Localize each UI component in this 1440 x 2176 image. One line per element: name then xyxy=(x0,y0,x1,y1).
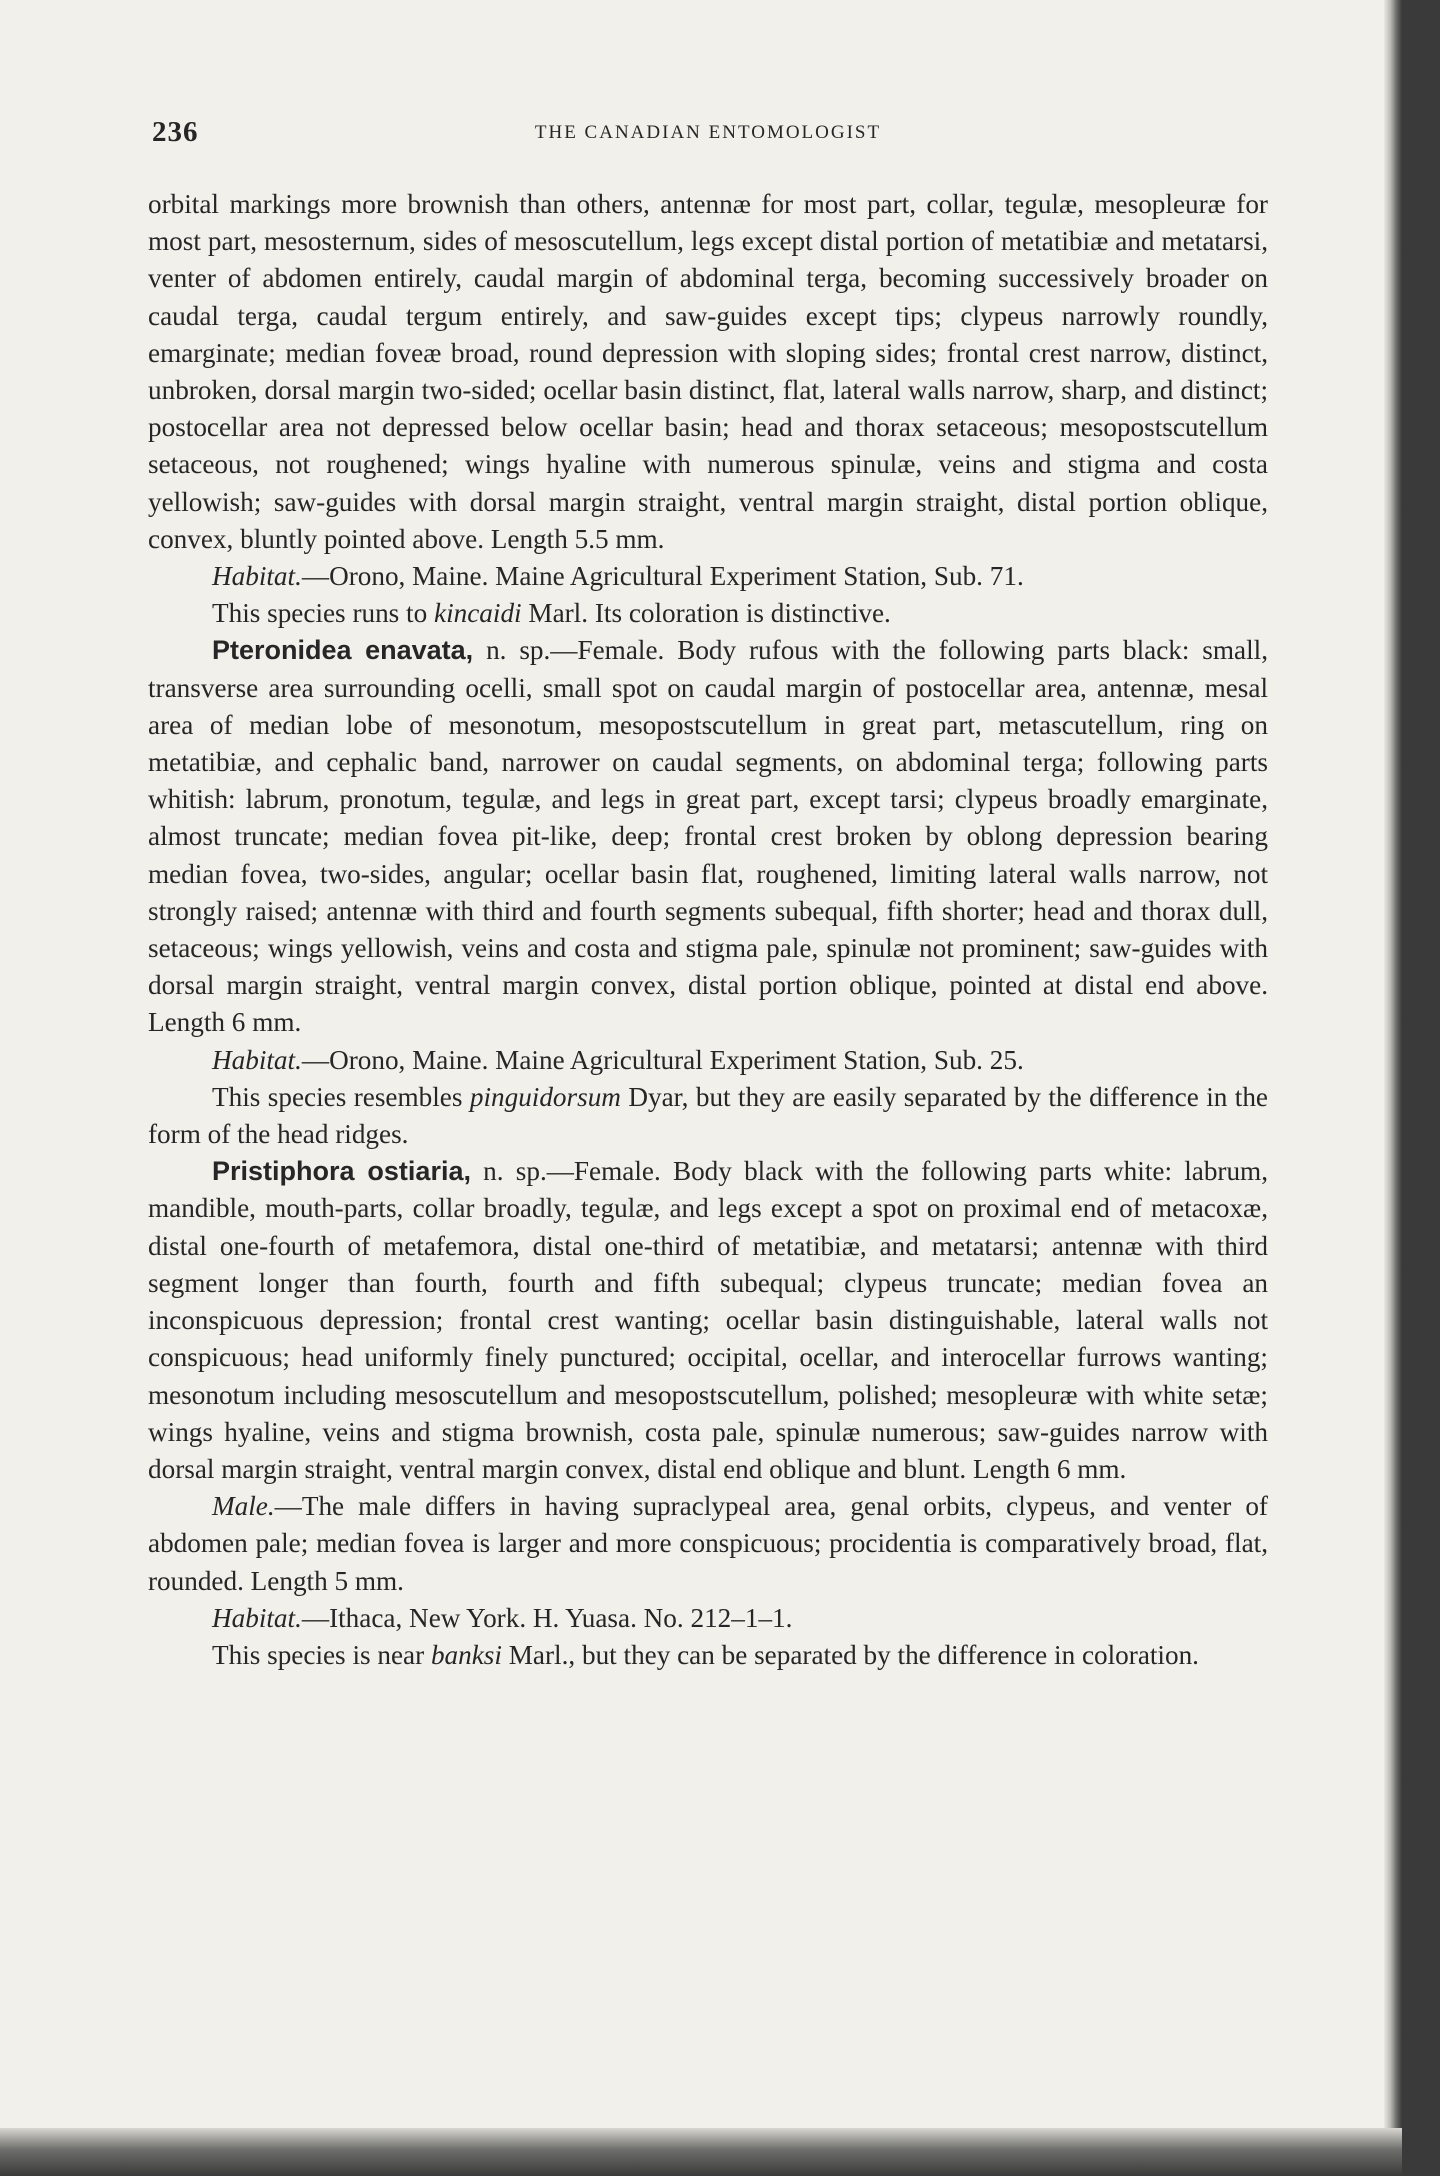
running-head: THE CANADIAN ENTOMOLOGIST xyxy=(534,122,882,143)
habitat-label: Habitat. xyxy=(212,561,302,592)
habitat-paragraph-2 xyxy=(148,1042,1268,1079)
species-name: Pristiphora ostiaria, xyxy=(212,1156,471,1187)
note-text: This species runs to xyxy=(212,598,435,629)
habitat-text: —Orono, Maine. Maine Agricultural Experiment Station, Sub. 71. xyxy=(301,561,1024,592)
habitat-label: Habitat. xyxy=(212,1044,302,1075)
page-number: 236 xyxy=(152,116,199,148)
species-description: Body rufous with the following parts black: small, transverse area surrounding ocelli, small spot on caudal margin of postocellar area, antennæ, mesal area of median lobe of mesonotum, mesopostscutellum in great part, metascutellum, ring on metatibiæ, and cephalic band, narrower on caudal segments, on abdominal terga; following parts whitish: labrum, pronotum, tegulæ, and legs in great part, except tarsi; clypeus broadly emarginate, almost truncate; median fovea pit-like, deep; frontal crest broken by oblong depression bearing median fovea, two-sides, angular; ocellar basin flat, roughened, limiting lateral walls narrow, not strongly raised; antennæ with third and fourth segments subequal, fifth shorter; head and thorax dull, setaceous; wings yellowish, veins and costa and stigma pale, spinulæ not prominent; saw-guides with dorsal margin straight, ventral margin convex, distal portion oblique, pointed at distal end above. Length 6 mm. xyxy=(148,635,1268,1038)
body-text xyxy=(148,186,1268,1674)
page-edge-shadow xyxy=(1384,0,1402,2176)
species-reference: kincaidi xyxy=(434,598,522,629)
habitat-paragraph-1 xyxy=(148,558,1268,595)
species-intro: n. sp.—Female. xyxy=(473,635,678,666)
species-description: Body black with the following parts white: labrum, mandible, mouth-parts, collar broadly, tegulæ, and legs except a spot on proximal end of metacoxæ, distal one-fourth of metafemora, distal one-third of metatibiæ, and metatarsi; antennæ with third segment longer than fourth, fourth and fifth subequal; clypeus truncate; median fovea an inconspicuous depression; frontal crest wanting; ocellar basin distinguishable, lateral walls not conspicuous; head uniformly finely punctured; occipital, ocellar, and interocellar furrows wanting; mesonotum including mesoscutellum and mesopostscutellum, polished; mesopleuræ with white setæ; wings hyaline, veins and stigma brownish, costa pale, spinulæ numerous; saw-guides narrow with dorsal margin straight, ventral margin convex, distal end oblique and blunt. Length 6 mm. xyxy=(148,1156,1268,1484)
habitat-label: Habitat. xyxy=(212,1602,302,1633)
male-paragraph xyxy=(148,1488,1268,1600)
note-text: Marl. Its coloration is distinctive. xyxy=(521,598,891,629)
note-text: This species is near xyxy=(212,1639,431,1670)
note-text: Dyar, but they are easily separated by the difference in the form of the head ridges. xyxy=(148,1081,1268,1150)
note-paragraph-3 xyxy=(148,1637,1268,1674)
male-label: Male. xyxy=(212,1491,275,1522)
species-reference: pinguidorsum xyxy=(469,1081,621,1112)
note-paragraph-2 xyxy=(148,1079,1268,1153)
habitat-text: —Orono, Maine. Maine Agricultural Experiment Station, Sub. 25. xyxy=(301,1044,1024,1075)
note-text: Marl., but they can be separated by the difference in coloration. xyxy=(501,1639,1199,1670)
species-name: Pteronidea enavata, xyxy=(212,635,474,666)
page-header xyxy=(152,116,1264,156)
species-paragraph-2 xyxy=(148,1153,1268,1488)
note-text: This species resembles xyxy=(212,1081,470,1112)
species-reference: banksi xyxy=(430,1639,502,1670)
species-intro: n. sp.—Female. xyxy=(470,1156,673,1187)
male-text: —The male differs in having supraclypeal area, genal orbits, clypeus, and venter of abdomen pale; median fovea is larger and more conspicuous; procidentia is comparatively broad, flat, rounded. Length 5 mm. xyxy=(148,1491,1268,1596)
habitat-paragraph-3 xyxy=(148,1600,1268,1637)
species-paragraph-1 xyxy=(148,632,1268,1041)
habitat-text: —Ithaca, New York. H. Yuasa. No. 212–1–1. xyxy=(301,1602,793,1633)
page-bottom-shadow xyxy=(0,2128,1402,2176)
continuation-paragraph: orbital markings more brownish than others, antennæ for most part, collar, tegulæ, mesopleuræ for most part, mesosternum, sides of mesoscutellum, legs except distal portion of metatibiæ and metatarsi, venter of abdomen entirely, caudal margin of abdominal terga, becoming successively broader on caudal terga, caudal tergum entirely, and saw-guides except tips; clypeus narrowly roundly, emarginate; median foveæ broad, round depression with sloping sides; frontal crest narrow, distinct, unbroken, dorsal margin two-sided; ocellar basin distinct, flat, lateral walls narrow, sharp, and distinct; postocellar area not depressed below ocellar basin; head and thorax setaceous; mesopostscutellum setaceous, not roughened; wings hyaline with numerous spinulæ, veins and stigma and costa yellowish; saw-guides with dorsal margin straight, ventral margin straight, distal portion oblique, convex, bluntly pointed above. Length 5.5 mm. xyxy=(148,189,1268,554)
note-paragraph-1 xyxy=(148,595,1268,632)
